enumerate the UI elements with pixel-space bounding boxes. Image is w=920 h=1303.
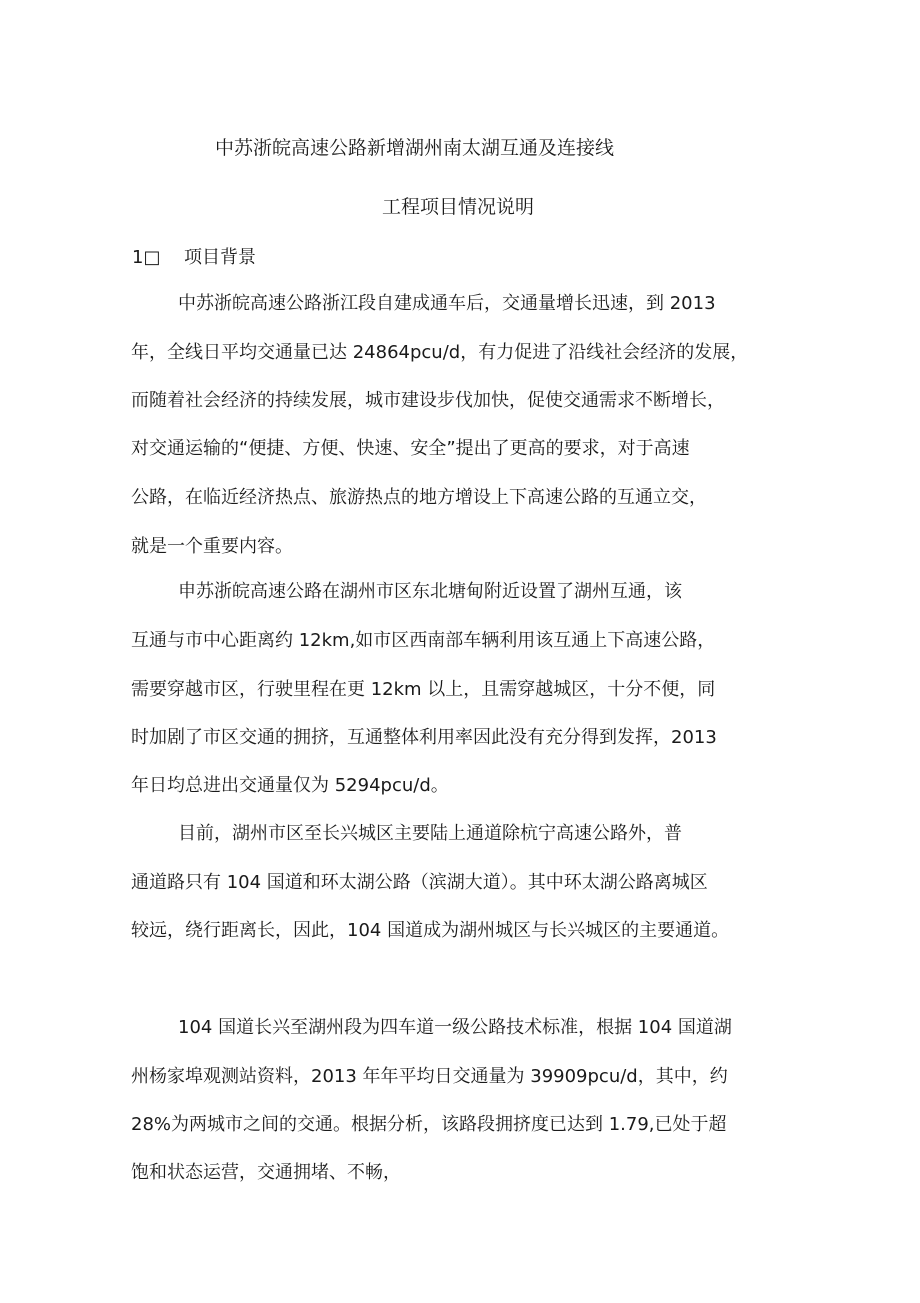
paragraph-4-line-3: 28%为两城市之间的交通。根据分析，该路段拥挤度已达到 1.79,已处于超: [131, 1114, 727, 1135]
section-title: 项目背景: [184, 247, 256, 268]
paragraph-1-line-3: 而随着社会经济的持续发展，城市建设步伐加快，促使交通需求不断增长，: [131, 390, 725, 411]
paragraph-4-line-4: 饱和状态运营，交通拥堵、不畅，: [131, 1162, 401, 1183]
paragraph-2-line-3: 需要穿越市区，行驶里程在更 12km 以上，且需穿越城区，十分不便，同: [131, 679, 716, 700]
paragraph-1-line-6: 就是一个重要内容。: [131, 536, 293, 557]
paragraph-1-line-4: 对交通运输的“便捷、方便、快速、安全”提出了更高的要求，对于高速: [131, 438, 690, 459]
paragraph-2-line-1: 申苏浙皖高速公路在湖州市区东北塘甸附近设置了湖州互通，该: [178, 581, 682, 602]
document-subtitle: 工程项目情况说明: [382, 196, 535, 218]
paragraph-2-line-2: 互通与市中心距离约 12km,如市区西南部车辆利用该互通上下高速公路，: [131, 630, 716, 651]
paragraph-1-line-2: 年，全线日平均交通量已达 24864pcu/d，有力促进了沿线社会经济的发展，: [131, 342, 749, 363]
paragraph-4-line-2: 州杨家埠观测站资料，2013 年年平均日交通量为 39909pcu/d，其中，约: [131, 1066, 728, 1087]
paragraph-3-line-3: 较远，绕行距离长，因此，104 国道成为湖州城区与长兴城区的主要通道。: [131, 920, 730, 941]
paragraph-3-line-2: 通道路只有 104 国道和环太湖公路（滨湖大道）。其中环太湖公路离城区: [131, 872, 708, 893]
paragraph-4-line-1: 104 国道长兴至湖州段为四车道一级公路技术标准，根据 104 国道湖: [178, 1017, 732, 1038]
section-number: 1□: [132, 247, 161, 268]
paragraph-2-line-4: 时加剧了市区交通的拥挤，互通整体利用率因此没有充分得到发挥，2013: [131, 727, 717, 748]
paragraph-3-line-1: 目前，湖州市区至长兴城区主要陆上通道除杭宁高速公路外，普: [178, 823, 682, 844]
section-heading: [132, 243, 256, 269]
document-title: 中苏浙皖高速公路新增湖州南太湖互通及连接线: [215, 137, 615, 159]
paragraph-1-line-5: 公路，在临近经济热点、旅游热点的地方增设上下高速公路的互通立交，: [131, 487, 707, 508]
paragraph-1-line-1: 中苏浙皖高速公路浙江段自建成通车后，交通量增长迅速，到 2013: [178, 293, 716, 314]
paragraph-2-line-5: 年日均总进出交通量仅为 5294pcu/d。: [131, 775, 449, 796]
